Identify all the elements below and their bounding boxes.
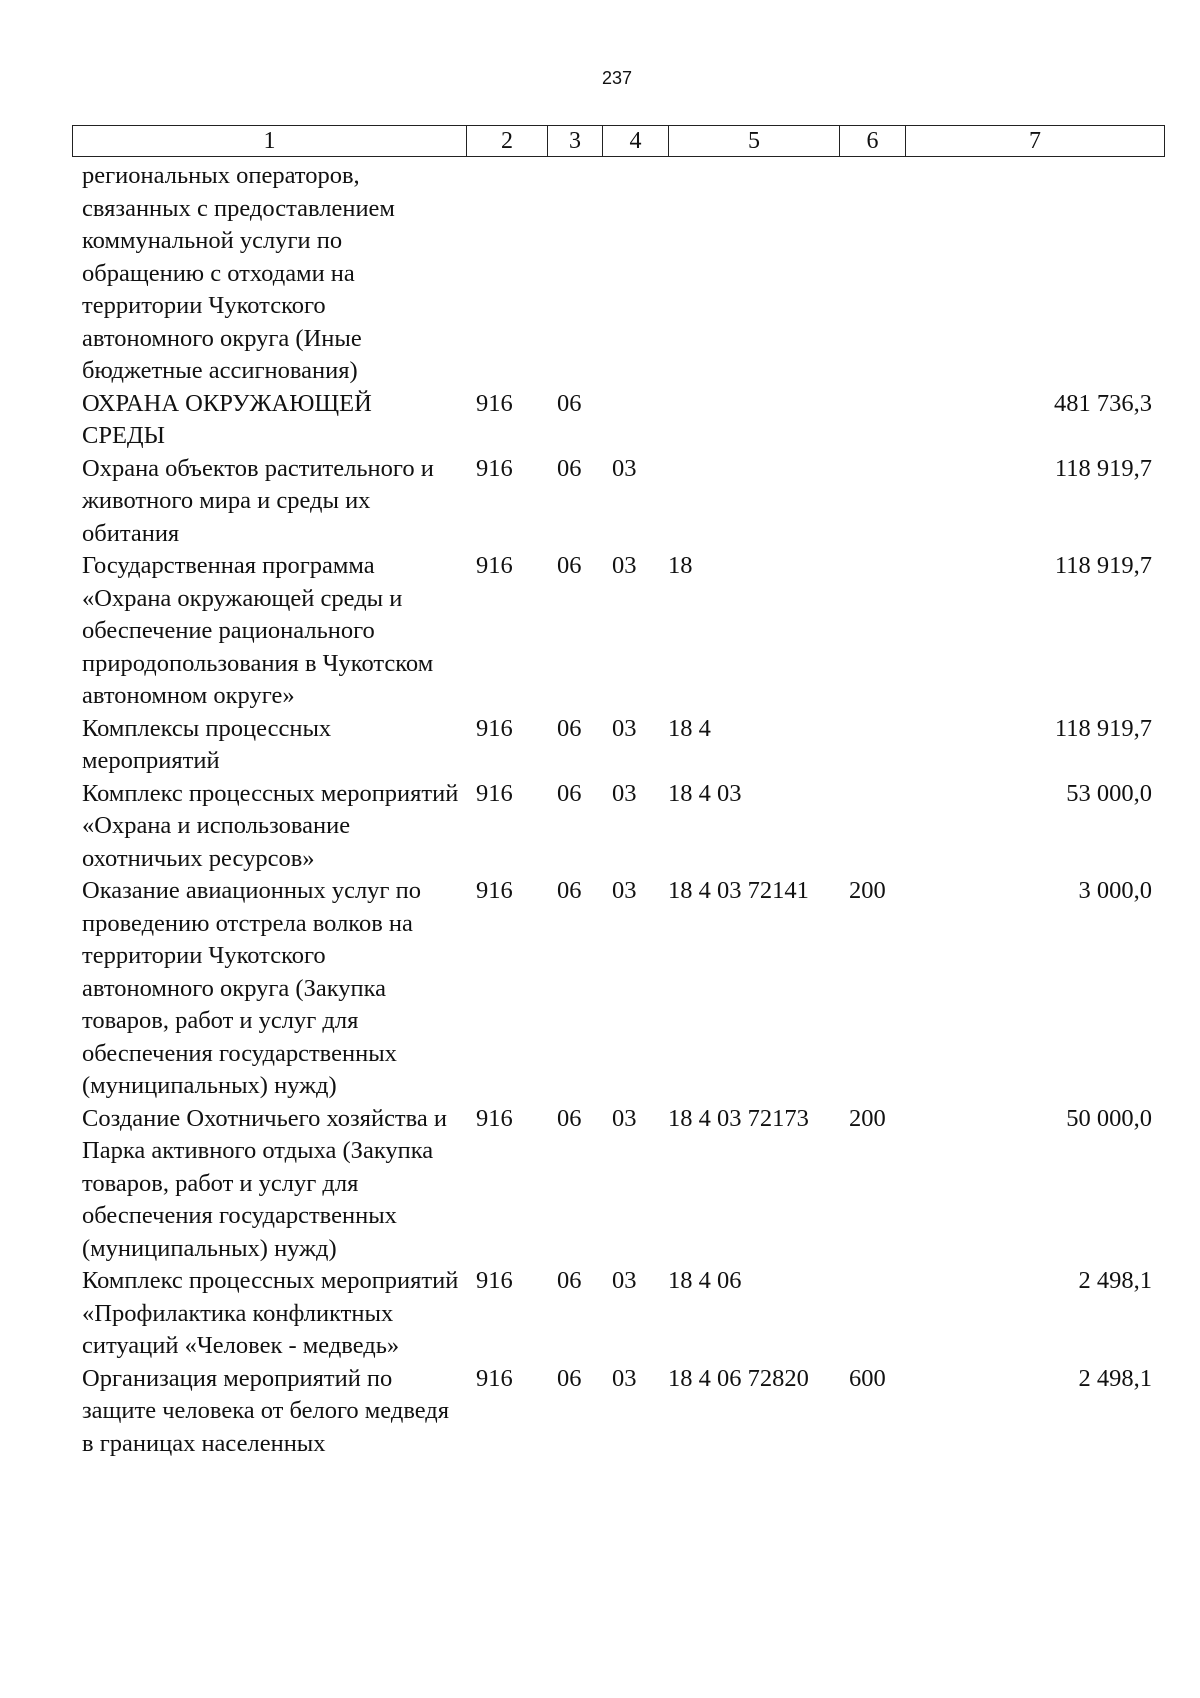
column-header-table <box>72 125 1165 157</box>
row-name: региональных операторов, связанных с предоставлением коммунальной услуги по обращению с отходами на территории Чукотского автономного округа (Иные бюджетные ассигнования) <box>82 162 395 384</box>
row-section: 06 <box>557 877 582 904</box>
row-section: 06 <box>557 1364 582 1392</box>
row-section: 06 <box>557 1267 582 1294</box>
row-expense-type <box>839 1265 905 1363</box>
row-section: 06 <box>557 714 582 742</box>
row-subsection: 03 <box>612 779 637 807</box>
column-header-2: 2 <box>467 126 548 157</box>
row-section: 06 <box>557 552 582 579</box>
row-grbs: 916 <box>476 714 513 742</box>
row-name: ОХРАНА ОКРУЖАЮЩЕЙ СРЕДЫ <box>82 389 372 449</box>
row-name: Комплекс процессных мероприятий «Охрана и использование охотничьих ресурсов» <box>82 779 459 872</box>
row-expense-type: 600 <box>849 1364 886 1392</box>
table-row <box>72 875 1164 1103</box>
row-section <box>547 160 602 388</box>
row-expense-type: 200 <box>849 1104 886 1132</box>
row-target-article: 18 4 06 <box>668 1267 742 1294</box>
row-grbs: 916 <box>476 454 513 482</box>
table-row <box>72 160 1164 388</box>
row-target-article: 18 4 06 72820 <box>668 1364 809 1392</box>
page-number: 237 <box>601 68 633 88</box>
row-target-article: 18 4 03 72141 <box>668 877 809 904</box>
row-sum: 481 736,3 <box>1054 389 1152 417</box>
table-row <box>72 1363 1164 1461</box>
table-row <box>72 550 1164 713</box>
row-subsection <box>602 388 668 453</box>
row-name: Организация мероприятий по защите человека от белого медведя в границах населенных <box>82 1364 450 1457</box>
row-section: 06 <box>557 389 582 417</box>
table-row <box>72 388 1164 453</box>
row-sum <box>905 160 1164 388</box>
row-sum: 118 919,7 <box>1054 454 1152 482</box>
row-expense-type <box>839 453 905 551</box>
row-target-article: 18 4 <box>668 714 711 742</box>
row-section: 06 <box>557 454 582 482</box>
row-expense-type <box>839 778 905 876</box>
column-header-4: 4 <box>603 126 669 157</box>
budget-table <box>72 160 1164 1460</box>
row-grbs: 916 <box>476 1364 513 1392</box>
column-header-1: 1 <box>73 126 467 157</box>
row-grbs <box>466 160 547 388</box>
row-grbs: 916 <box>476 1104 513 1132</box>
row-subsection: 03 <box>612 454 637 482</box>
row-sum: 118 919,7 <box>1054 552 1152 579</box>
row-subsection: 03 <box>612 1364 637 1392</box>
table-row <box>72 1103 1164 1266</box>
row-target-article: 18 <box>668 552 693 579</box>
column-header-7: 7 <box>906 126 1165 157</box>
row-subsection: 03 <box>612 1104 637 1132</box>
row-expense-type <box>839 550 905 713</box>
row-subsection: 03 <box>612 552 637 579</box>
row-name: Комплексы процессных мероприятий <box>82 714 332 774</box>
row-subsection: 03 <box>612 1267 637 1294</box>
row-name: Охрана объектов растительного и животного мира и среды их обитания <box>82 454 434 547</box>
row-sum: 2 498,1 <box>1078 1364 1152 1392</box>
row-sum: 2 498,1 <box>1078 1267 1152 1294</box>
row-sum: 53 000,0 <box>1066 779 1152 807</box>
table-row <box>72 778 1164 876</box>
row-name: Государственная программа «Охрана окружающей среды и обеспечение рационального природопользования в Чукотском автономном округе» <box>82 552 434 709</box>
table-row <box>72 713 1164 778</box>
row-target-article <box>668 160 839 388</box>
row-name: Комплекс процессных мероприятий «Профилактика конфликтных ситуаций «Человек - медведь» <box>82 1267 459 1359</box>
row-grbs: 916 <box>476 877 513 904</box>
row-sum: 50 000,0 <box>1066 1104 1152 1132</box>
column-header-5: 5 <box>669 126 840 157</box>
row-sum: 3 000,0 <box>1078 877 1152 904</box>
row-grbs: 916 <box>476 552 513 579</box>
row-subsection: 03 <box>612 877 637 904</box>
row-expense-type: 200 <box>849 877 886 904</box>
row-target-article <box>668 453 839 551</box>
row-section: 06 <box>557 779 582 807</box>
row-expense-type <box>839 388 905 453</box>
row-grbs: 916 <box>476 1267 513 1294</box>
row-subsection: 03 <box>612 714 637 742</box>
row-target-article: 18 4 03 72173 <box>668 1104 809 1132</box>
row-expense-type <box>839 713 905 778</box>
row-sum: 118 919,7 <box>1054 714 1152 742</box>
row-name: Создание Охотничьего хозяйства и Парка активного отдыха (Закупка товаров, работ и услуг для обеспечения государственных (муниципальных) нужд) <box>82 1104 447 1262</box>
column-header-3: 3 <box>548 126 603 157</box>
row-grbs: 916 <box>476 389 513 417</box>
row-subsection <box>602 160 668 388</box>
row-grbs: 916 <box>476 779 513 807</box>
column-header-6: 6 <box>840 126 906 157</box>
column-header-row <box>73 126 1165 157</box>
row-section: 06 <box>557 1104 582 1132</box>
row-name: Оказание авиационных услуг по проведению отстрела волков на территории Чукотского автономного округа (Закупка товаров, работ и услуг для обеспечения государственных (муниципальных) нужд) <box>82 877 421 1099</box>
table-row <box>72 453 1164 551</box>
row-target-article: 18 4 03 <box>668 779 742 807</box>
row-expense-type <box>839 160 905 388</box>
row-target-article <box>668 388 839 453</box>
table-row <box>72 1265 1164 1363</box>
